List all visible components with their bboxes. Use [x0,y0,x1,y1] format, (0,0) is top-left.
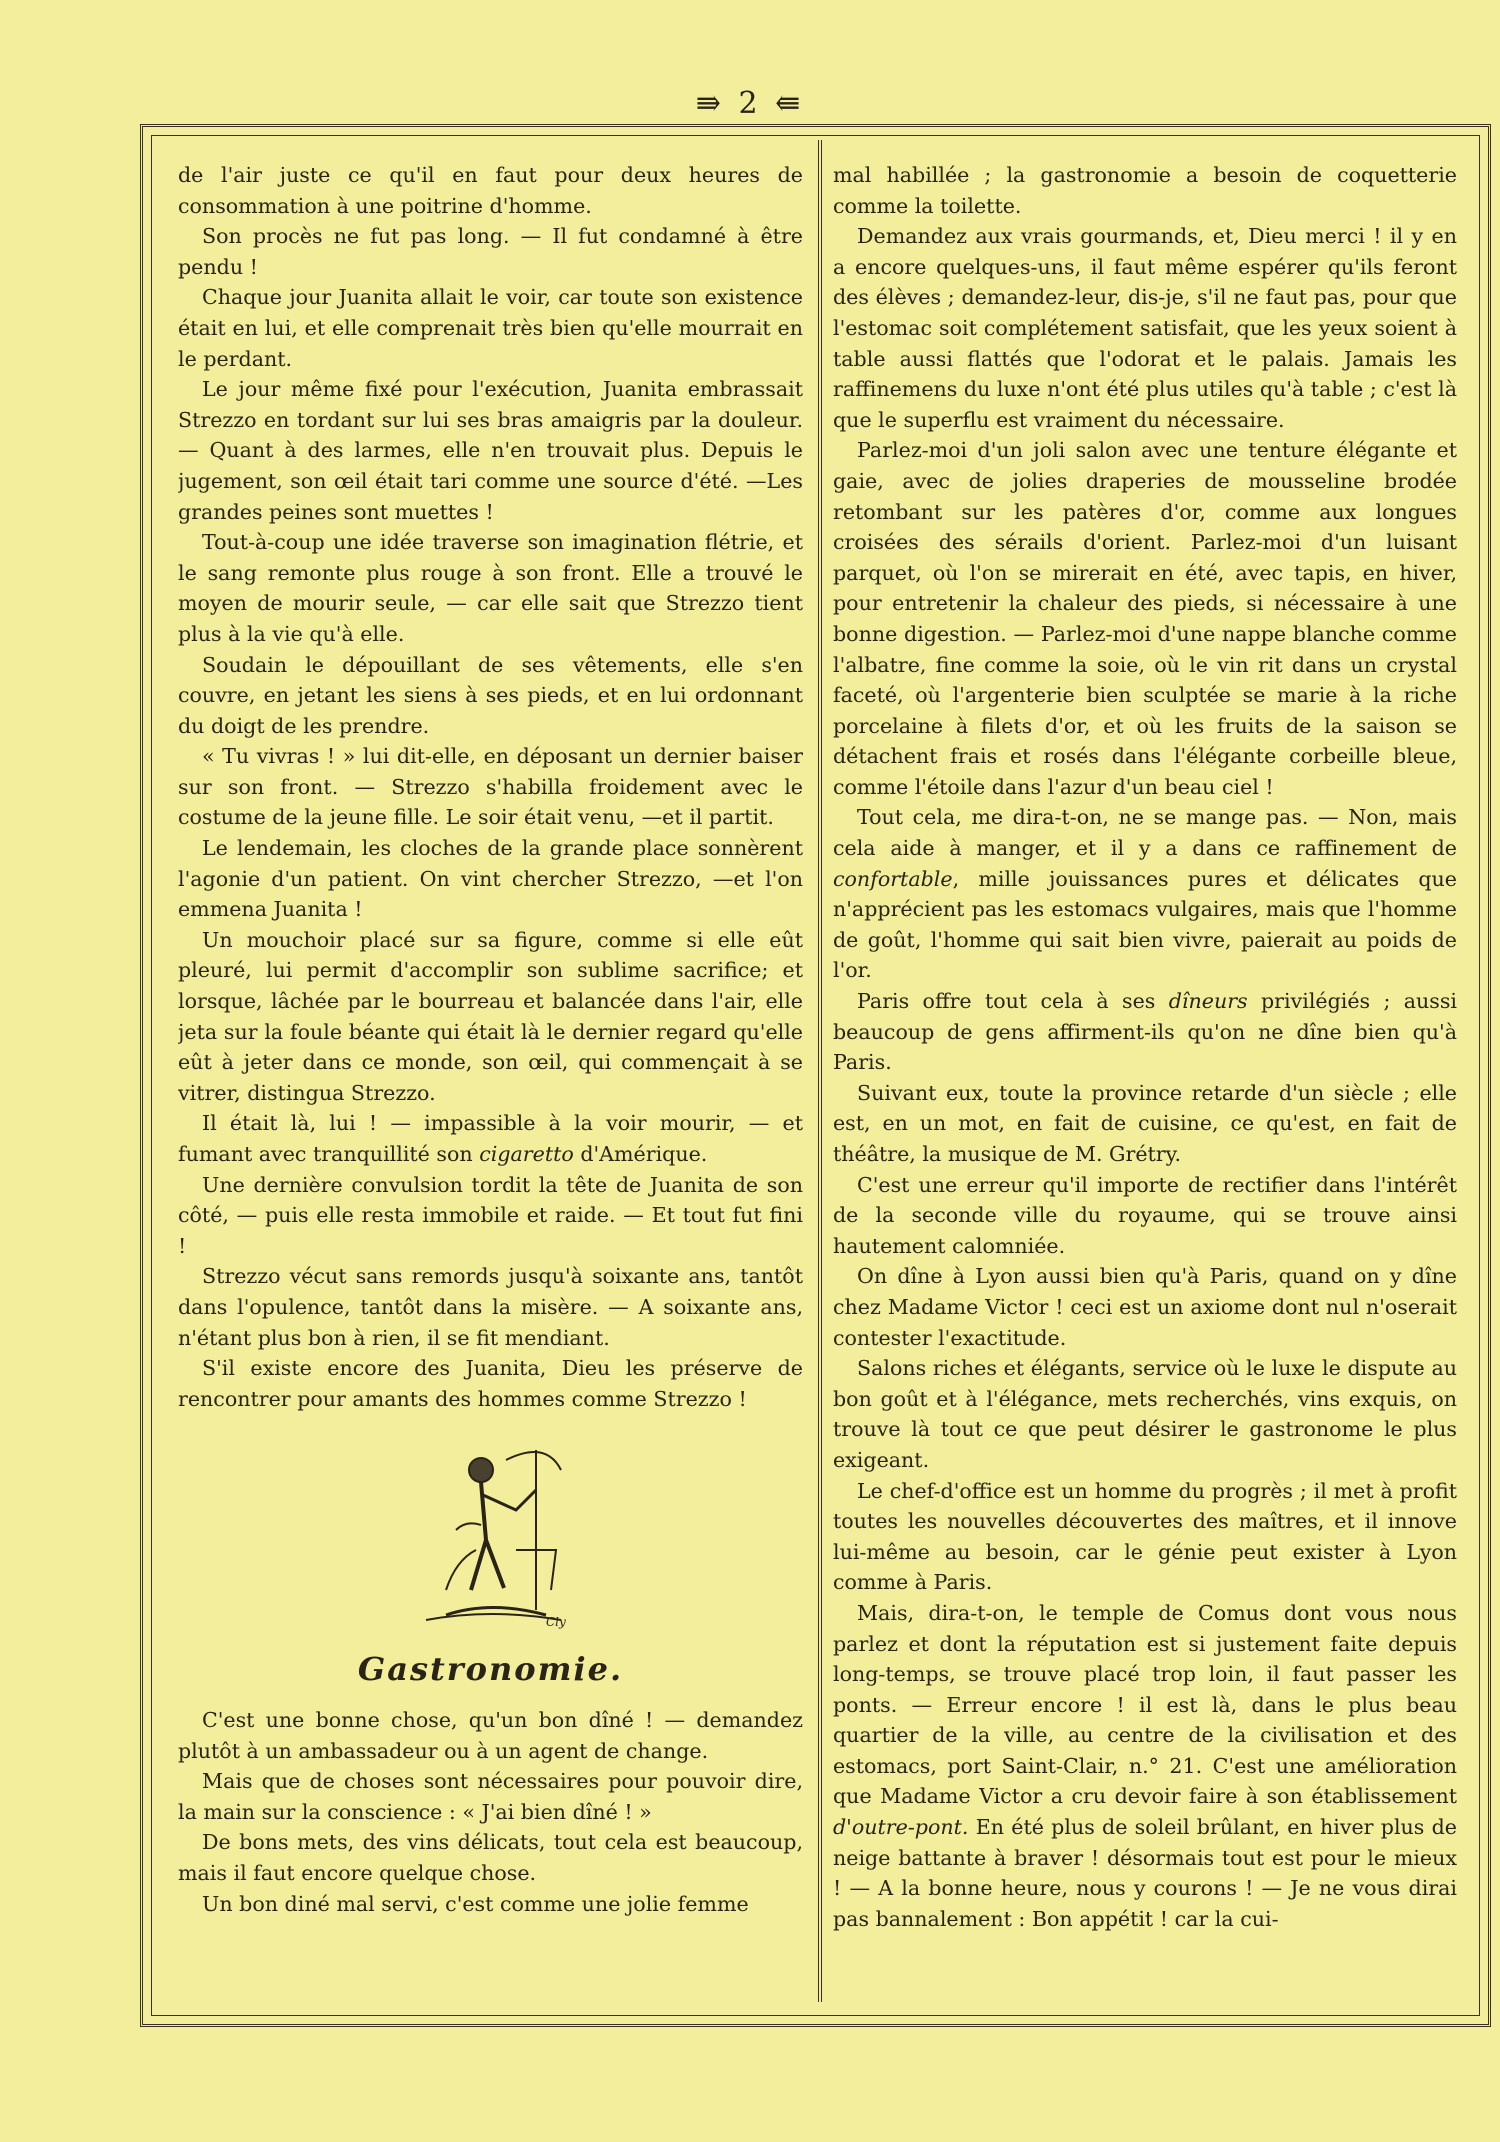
paragraph: Le lendemain, les cloches de la grande place sonnèrent l'agonie d'un patient. On vint chercher Strezzo, —et l'on emmena Juanita ! [178,836,803,922]
paragraph: Tout-à-coup une idée traverse son imagination flétrie, et le sang remonte plus rouge à son front. Elle a trouvé le moyen de mourir seule, — car elle sait que Strezzo tient plus à la vie qu'à elle. [178,530,803,646]
section-title: Gastronomie. [357,1650,624,1689]
paragraph: On dîne à Lyon aussi bien qu'à Paris, quand on y dîne chez Madame Victor ! ceci est un axiome dont nul n'oserait contester l'exactitude. [833,1264,1457,1350]
paragraph: Le jour même fixé pour l'exécution, Juanita embrassait Strezzo en tordant sur lui ses bras amaigris par la douleur. — Quant à des larmes, elle n'en trouvait plus. Depuis le jugement, son œil était tari comme une source d'été. —Les grandes peines sont muettes ! [178,377,803,524]
italic-word: confortable [833,866,953,891]
paragraph: Un bon diné mal servi, c'est comme une jolie femme [202,1891,749,1916]
italic-word: d'outre-pont. [833,1815,969,1840]
paragraph-text: Mais, dira-t-on, le temple de Comus dont vous nous parlez et dont la réputation est si justement faite depuis long-temps, se trouve placé trop loin, il faut passer les ponts. — Erreur encore ! il est là, dans le plus beau quartier de la ville, au centre de la civilisation et des estomacs, port Saint-Clair, n.° 21. C'est une amélioration que Madame Victor a cru devoir faire à son établissement [833,1600,1457,1809]
paragraph: Chaque jour Juanita allait le voir, car toute son existence était en lui, et elle comprenait très bien qu'elle mourrait en le perdant. [178,285,803,371]
paragraph: de l'air juste ce qu'il en faut pour deux heures de consommation à une poitrine d'homme. [178,163,803,218]
paragraph-text: Paris offre tout cela à ses [857,989,1156,1014]
paragraph: C'est une bonne chose, qu'un bon dîné ! — demandez plutôt à un ambassadeur ou à un agent de change. [178,1707,803,1763]
left-column [178,160,803,1980]
paragraph: Un mouchoir placé sur sa figure, comme si elle eût pleuré, lui permit d'accomplir son sublime sacrifice; et lorsque, lâchée par le bourreau et balancée dans l'air, elle jeta sur la foule béante qui était là le dernier regard qu'elle eût à jeter dans ce monde, son œil, qui commençait à se vitrer, distingua Strezzo. [178,927,803,1105]
column-divider [818,140,822,2002]
paragraph [178,1108,803,1169]
paragraph-text: Il était là, lui ! — impassible à la voir mourir, — et fumant avec tranquillité son [178,1111,803,1166]
italic-word: cigaretto [479,1142,574,1166]
paragraph: Demandez aux vrais gourmands, et, Dieu merci ! il y en a encore quelques-uns, il faut même espérer qu'ils feront des élèves ; demandez-leur, dis-je, s'il ne faut pas, pour que l'estomac soit complétement satisfait, que les yeux soient à table aussi flattés que l'odorat et le palais. Jamais les raffinemens du luxe n'ont été plus utiles qu'à table ; c'est là que le superflu est vraiment du nécessaire. [833,224,1457,432]
paragraph: Le chef-d'office est un homme du progrès ; il met à profit toutes les nouvelles découvertes des maîtres, et il innove lui-même au besoin, car le génie peut exister à Lyon comme à Paris. [833,1478,1457,1595]
paragraph: mal habillée ; la gastronomie a besoin de coquetterie comme la toilette. [833,163,1457,218]
paragraph-text: d'Amérique. [580,1142,708,1166]
paragraph: Suivant eux, toute la province retarde d'un siècle ; elle est, en un mot, en fait de cuisine, ce qu'est, en fait de théâtre, la musique de M. Grétry. [833,1080,1457,1166]
vignette-illustration [386,1430,596,1630]
paragraph: S'il existe encore des Juanita, Dieu les préserve de rencontrer pour amants des hommes comme Strezzo ! [178,1356,803,1411]
paragraph [833,1598,1457,1935]
vignette-signature: Cly [545,1615,566,1630]
paragraph: Une dernière convulsion tordit la tête de Juanita de son côté, — puis elle resta immobile et raide. — Et tout fut fini ! [178,1172,803,1258]
paragraph: Mais que de choses sont nécessaires pour pouvoir dire, la main sur la conscience : « J'ai bien dîné ! » [178,1769,803,1824]
right-column [833,160,1457,1980]
paragraph: Strezzo vécut sans remords jusqu'à soixante ans, tantôt dans l'opulence, tantôt dans la misère. — A soixante ans, n'étant plus bon à rien, il se fit mendiant. [178,1264,803,1350]
paragraph: Soudain le dépouillant de ses vêtements, elle s'en couvre, en jetant les siens à ses pieds, et en lui ordonnant du doigt de les prendre. [178,652,803,738]
paragraph: Salons riches et élégants, service où le luxe le dispute au bon goût et à l'élégance, mets recherchés, vins exquis, on trouve là tout ce que peut désirer le gastronome le plus exigeant. [833,1356,1457,1472]
paragraph-text: , mille jouissances pures et délicates que n'apprécient pas les estomacs vulgaires, mais que l'homme de goût, l'homme qui sait bien vivre, paierait au poids de l'or. [833,866,1457,983]
page-number: ⇛ 2 ⇚ [695,86,805,121]
paragraph-text: En été plus de soleil brûlant, en hiver plus de neige battante à braver ! désormais tout est pour le mieux ! — A la bonne heure, nous y courons ! — Je ne vous dirai pas bannalement : Bon appétit ! car la cui- [833,1815,1457,1931]
paragraph: C'est une erreur qu'il importe de rectifier dans l'intérêt de la seconde ville du royaume, qui se trouve ainsi hautement calomniée. [833,1172,1457,1258]
italic-word: dîneurs [1168,989,1248,1014]
paragraph: De bons mets, des vins délicats, tout cela est beaucoup, mais il faut encore quelque chose. [178,1830,803,1885]
paragraph-text: Tout cela, me dira-t-on, ne se mange pas. — Non, mais cela aide à manger, et il y a dans ce raffinement de [833,805,1457,861]
paragraph-text: privilégiés ; aussi beaucoup de gens affirment-ils qu'on ne dîne bien qu'à Paris. [833,989,1457,1075]
paragraph [833,986,1457,1078]
paragraph [833,802,1457,986]
paragraph: Parlez-moi d'un joli salon avec une tenture élégante et gaie, avec de jolies draperies de mousseline brodée retombant sur les patères d'or, comme aux longues croisées des sérails d'orient. Parlez-moi d'un luisant parquet, où l'on se mirerait en été, avec tapis, en hiver, pour entretenir la chaleur des pieds, si nécessaire à une bonne digestion. — Parlez-moi d'une nappe blanche comme l'albatre, fine comme la soie, où le vin rit dans un crystal faceté, où l'argenterie bien sculptée se marie à la riche porcelaine à filets d'or, et où les fruits de la saison se détachent frais et rosés dans l'élégante corbeille bleue, comme l'étoile dans l'azur d'un beau ciel ! [833,438,1457,799]
paragraph: « Tu vivras ! » lui dit-elle, en déposant un dernier baiser sur son front. — Strezzo s'habilla froidement avec le costume de la jeune fille. Le soir était venu, —et il partit. [178,744,803,830]
paragraph: Son procès ne fut pas long. — Il fut condamné à être pendu ! [178,224,803,279]
